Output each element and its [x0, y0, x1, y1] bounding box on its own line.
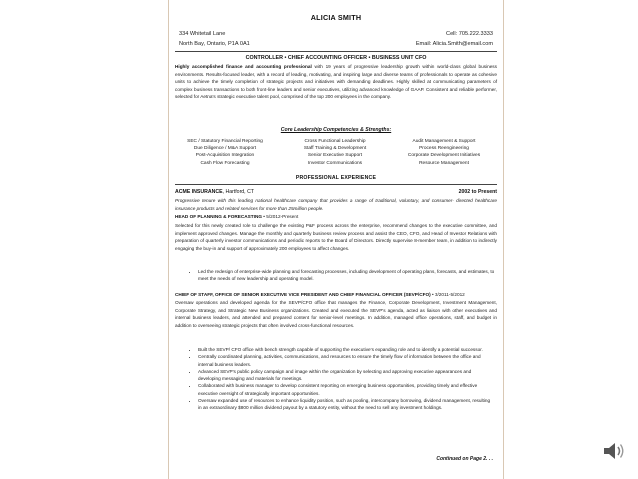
address-line-2: North Bay, Ontario, P1A 0A1	[179, 41, 250, 47]
continued-note: Continued on Page 2. . .	[436, 456, 493, 462]
role-2-dates: • 3/2011-5/2012	[430, 292, 465, 297]
bullet-item: • Collaborated with business manager to develop consistent reporting on emerging business opportunities, providing timely and effective executive oversight of strategically important opportunities.	[198, 382, 495, 397]
role-2-bullets	[189, 346, 495, 412]
competency-item: SEC / Statutory Financial Reporting	[187, 139, 263, 144]
competency-item: Staff Training & Development	[303, 146, 367, 152]
competencies-col-1	[175, 138, 275, 167]
experience-title: PROFESSIONAL EXPERIENCE	[295, 175, 377, 181]
experience-divider	[175, 184, 497, 185]
competency-item: Cash Flow Forecasting	[200, 160, 250, 166]
company-location: , Hartford, CT	[222, 189, 254, 195]
header-divider	[175, 51, 497, 52]
competencies-col-2	[285, 138, 385, 167]
competency-item: Senior Executive Support	[307, 153, 363, 159]
role-1-description: Selected for this newly created role to challenge the existing P&F process across the enterprise, recommend changes to the executive committee, and implement approved changes. Manage the monthly and quarterly business review process and assist the CEO, CFO, and Head of Investor Relations with preparation of quarterly investor communications and periodic reports to the Board of Directors. Directly supervise 8-member team, in addition to indirectly engaging the buy-in and support of approximately 200 employees to affect changes.	[175, 223, 497, 251]
role-2-heading	[175, 291, 497, 299]
competency-item: Post-Acquisition Integration	[195, 153, 255, 159]
summary-rest: with 19 years of progressive leadership growth within world-class global business environments. Results-focused leader, with a record of leading, motivating, and inspiring large and diverse teams of professionals to operate as cohesive units to achieve the timely completion of strategic projects and initiatives with demanding deadlines. Highly skilled at communicating parameters of complex business transactions to both front-line leaders and senior executives, utilizing advanced knowledge of GAAP. Consistent and reliable performer, selected for Aetna's strategic executive talent pool, comprised of the top 200 employees in the company.	[175, 64, 497, 100]
bullet-item: • Built the SEVP/ CFO office with bench strength capable of supporting the executive's expanding role and to identify a potential successor.	[198, 346, 495, 353]
bullet-item: • Led the redesign of enterprise-wide planning and forecasting processes, including development of operating plans, forecasts, and estimates, to meet the needs of new leadership and operating model.	[198, 268, 495, 283]
competency-item: Cross Functional Leadership	[304, 139, 366, 144]
company-dates: 2002 to Present	[458, 189, 497, 195]
bullet-item: • Centrally coordinated planning, activities, communications, and resources to ensure the timely flow of information between the office and internal business leaders.	[198, 353, 495, 368]
summary-paragraph	[175, 63, 497, 101]
bullet-item: • Oversaw expanded use of resources to enhance liquidity position, such as pooling, intercompany borrowing, dividend management, resulting in an extraordinary $800 million dividend payout by a statutory entity, without the need to sell any investment holdings.	[198, 397, 495, 412]
address-line-1: 334 Whitetail Lane	[179, 31, 226, 37]
role-1-bullets	[189, 268, 495, 283]
headline: CONTROLLER • CHIEF ACCOUNTING OFFICER • BUSINESS UNIT CFO	[245, 55, 427, 61]
contact-line-2	[179, 41, 493, 47]
resume-page	[168, 0, 504, 479]
competency-item: Due Diligence / M&A Support	[193, 146, 257, 152]
company-name: ACME INSURANCE	[175, 189, 223, 195]
competency-item: Resource Management	[419, 160, 469, 166]
phone: Cell: 705.222.3333	[446, 31, 493, 37]
competency-item: Corporate Development Initiatives	[407, 153, 481, 159]
role-2-description: Oversaw operations and developed agenda for the SEVP/CFO office that manages the Finance, Corporate Development, Investment Management, Corporate Strategy, and Strategic New Business organizations. Created and executed the SEVP's agenda, acted as liaison with other executives and internal business leaders, and attended and prepared content for senior-level meetings. In addition, managed office operations, staff, and budget in addition to overseeing strategic projects that often involved cross-functional resources.	[175, 300, 497, 328]
summary-lead: Highly accomplished finance and accounting professional	[175, 64, 312, 69]
company-line	[175, 189, 497, 195]
email: Email: Alicia.Smith@email.com	[415, 41, 493, 47]
competency-item: Process Reengineering	[419, 146, 469, 152]
resume-name: ALICIA SMITH	[310, 13, 362, 22]
competencies-title: Core Leadership Competencies & Strengths:	[280, 127, 392, 133]
speaker-icon[interactable]	[602, 440, 626, 462]
contact-line-1	[179, 31, 493, 37]
role-1-title: HEAD OF PLANNING & FORECASTING	[175, 214, 262, 219]
company-description: Progressive tenure with this leading national healthcare company that provides a range of traditional, voluntary, and consumer- directed healthcare insurance products and related services for more than 25million people.	[175, 198, 497, 211]
bullet-item: • Advanced SEVP's public policy campaign and image within the organization by selecting and approving executive appearances and developing messaging and materials for meetings.	[198, 368, 495, 383]
role-1-heading	[175, 213, 497, 221]
role-1-dates: • 5/2012-Present	[261, 214, 299, 219]
competencies-col-3	[391, 138, 497, 167]
competency-item: Investor Communications	[307, 160, 363, 166]
competency-item: Audit Management & Support	[412, 139, 476, 144]
role-2-title: CHIEF OF STAFF, OFFICE OF SENIOR EXECUTIVE VICE PRESIDENT AND CHIEF FINANCIAL OFFICER (SEVP/CFO)	[175, 292, 431, 297]
